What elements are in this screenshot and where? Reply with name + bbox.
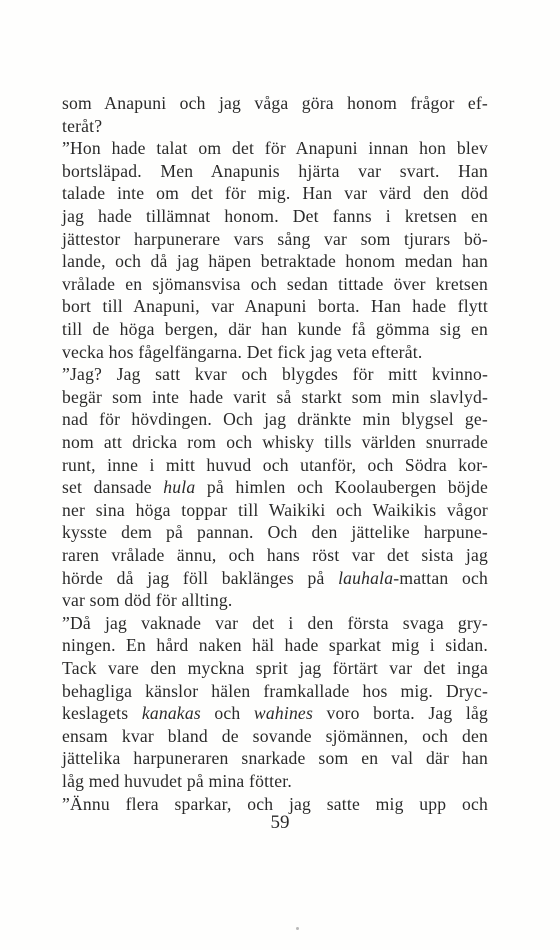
text-line: hörde då jag föll baklänges på lauhala-mattan och xyxy=(62,567,488,588)
italic-word: wahines xyxy=(253,703,313,724)
paper-speck xyxy=(296,927,299,930)
text-line: ner sina höga toppar till Waikiki och Waikikis vågor xyxy=(62,499,488,520)
text-line: talade inte om det för mig. Han var värd den död xyxy=(62,183,488,204)
text-line: begär som inte hade varit så starkt som min slavlyd- xyxy=(62,386,488,407)
text-line: nad för hövdingen. Och jag dränkte min blygsel ge- xyxy=(62,409,488,430)
italic-word: kanakas xyxy=(141,703,201,724)
text-line: låg med huvudet på mina fötter. xyxy=(62,771,292,791)
italic-word: lauhala xyxy=(338,567,394,588)
text-line: vrålade en sjömansvisa och sedan tittade över kretsen xyxy=(62,273,488,294)
text-line: runt, inne i mitt huvud och utanför, och Södra kor- xyxy=(62,454,488,475)
text-line: ”Ännu flera sparkar, och jag satte mig upp och xyxy=(62,793,488,814)
text-line: bort till Anapuni, var Anapuni borta. Han hade flytt xyxy=(62,296,488,317)
text-line: set dansade hula på himlen och Koolaubergen böjde xyxy=(62,477,488,498)
text-line: lande, och då jag häpen betraktade honom medan han xyxy=(62,251,488,272)
text-line: till de höga bergen, där han kunde få gömma sig en xyxy=(62,319,488,339)
italic-word: hula xyxy=(163,477,196,498)
text-line: ensam kvar bland de sovande sjömännen, och den xyxy=(62,725,488,746)
text-line: ”Då jag vaknade var det i den första svaga gry- xyxy=(62,612,488,633)
text-line: bortsläpad. Men Anapunis hjärta var svart. Han xyxy=(62,160,488,181)
text-line: ningen. En hård naken häl hade sparkat mig i sidan. xyxy=(62,635,488,656)
text-line: jättelika harpuneraren snarkade som en val där han xyxy=(62,748,488,769)
text-line: ”Jag? Jag satt kvar och blygdes för mitt kvinno- xyxy=(62,364,488,385)
text-line: teråt? xyxy=(62,115,103,136)
text-line: raren vrålade ännu, och hans röst var det sista jag xyxy=(62,545,488,565)
text-line: jag hade tillämnat honom. Det fanns i kretsen en xyxy=(62,206,488,226)
text-line: jättestor harpunerare vars sång var som tjurars bö- xyxy=(62,228,488,249)
text-line: nom att dricka rom och whisky tills världen snurrade xyxy=(62,432,488,452)
text-line: ”Hon hade talat om det för Anapuni innan hon blev xyxy=(62,138,488,159)
text-line: behagliga känslor hälen framkallade hos mig. Dryc- xyxy=(62,680,488,701)
text-line: vecka hos fågelfängarna. Det fick jag veta efteråt. xyxy=(62,341,423,362)
text-line: Tack vare den myckna sprit jag förtärt var det inga xyxy=(62,658,488,678)
text-line: kysste dem på pannan. Och den jättelike harpune- xyxy=(62,522,488,543)
text-line: som Anapuni och jag våga göra honom frågor ef- xyxy=(62,93,488,113)
text-line: var som död för allting. xyxy=(62,590,233,611)
text-line: keslagets kanakas och wahines voro borta. Jag låg xyxy=(62,703,489,724)
page-number: 59 xyxy=(270,812,290,833)
